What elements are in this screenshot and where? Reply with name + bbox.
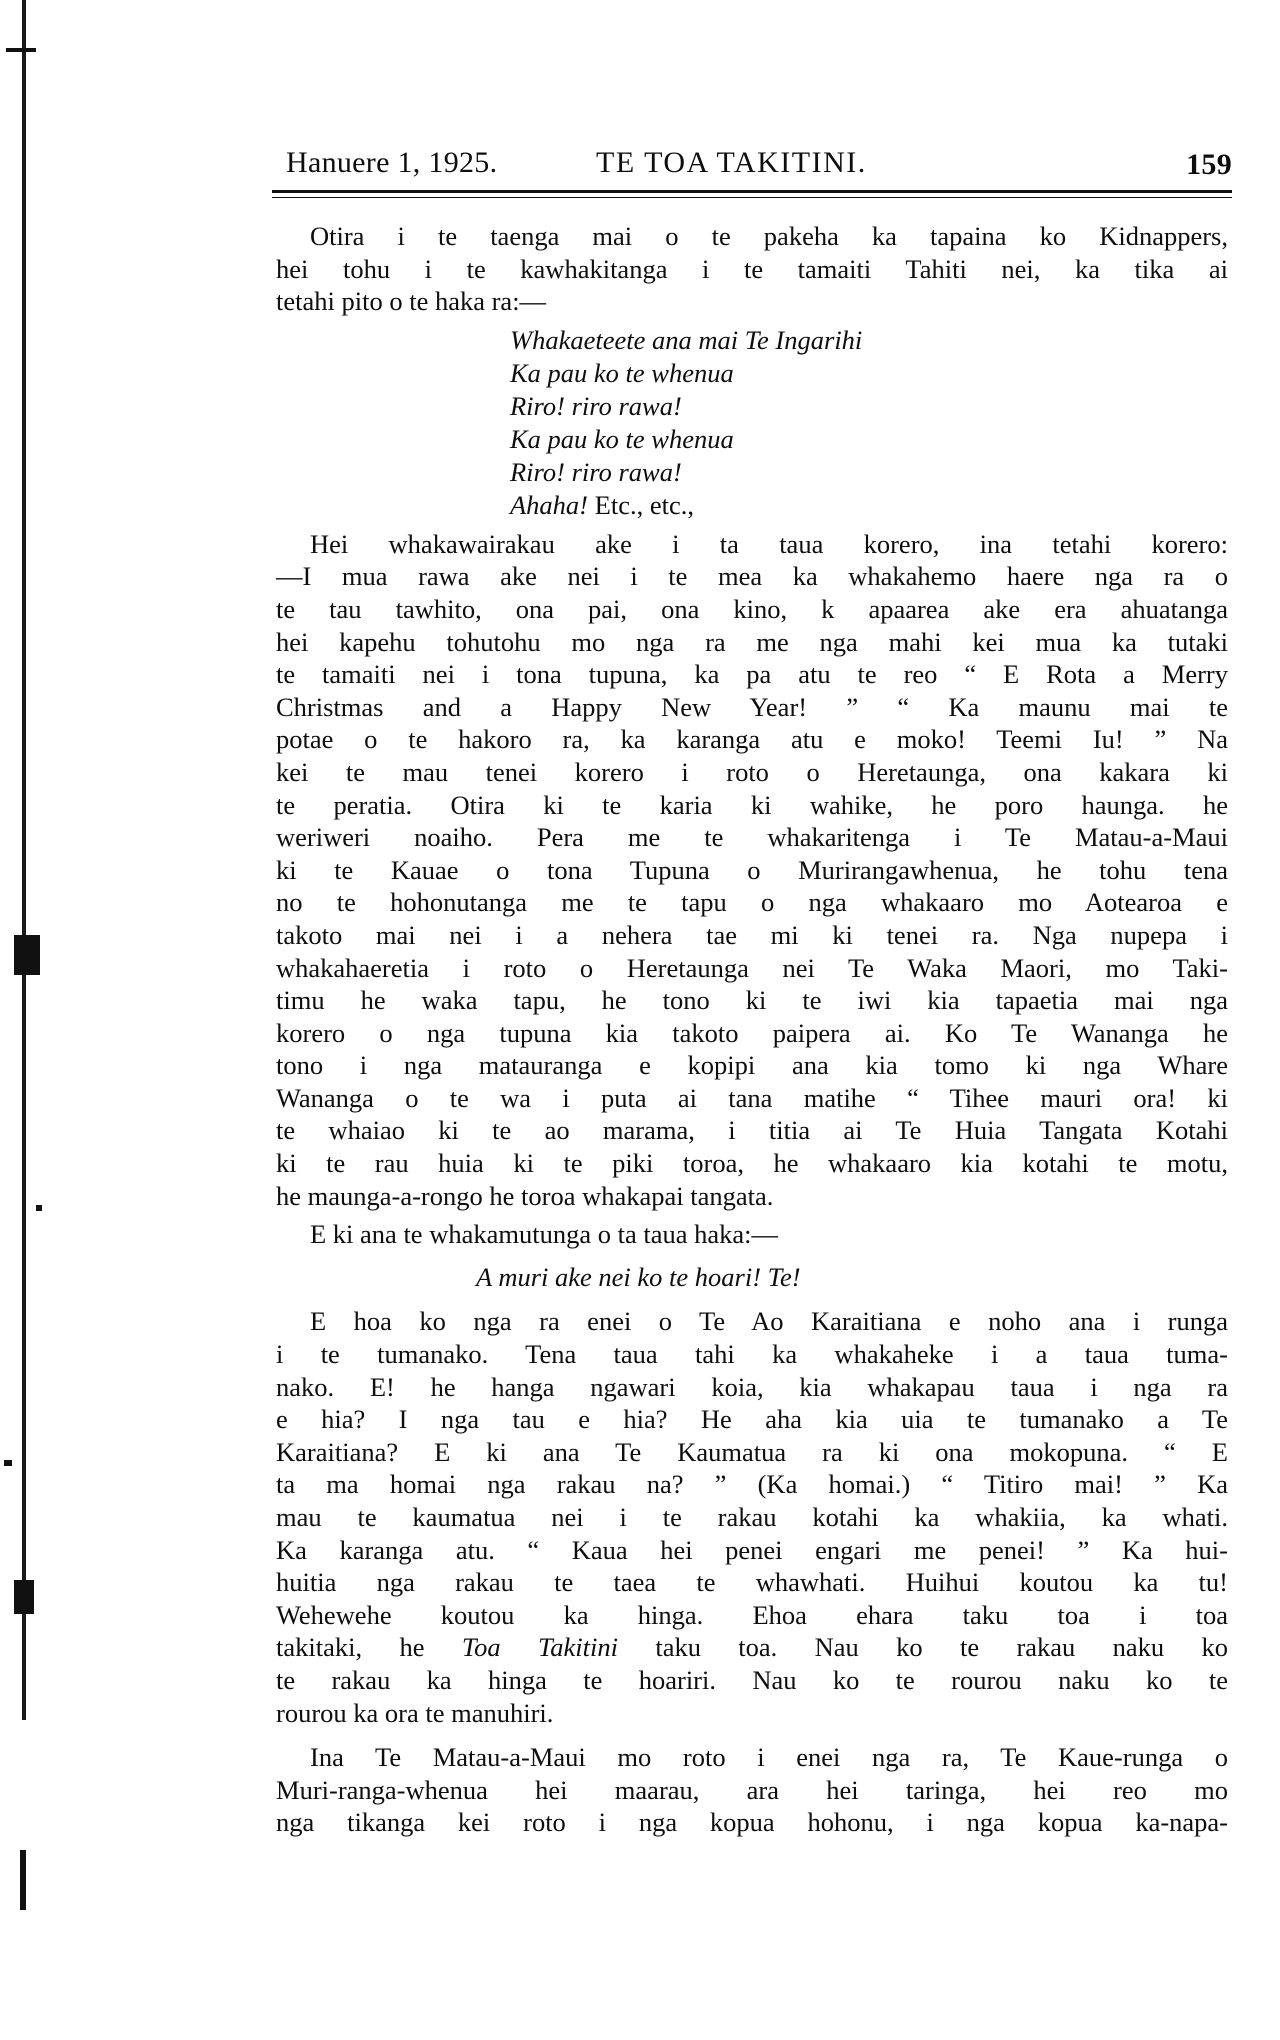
paragraph — [276, 1741, 1228, 1839]
text-line: weriweri noaiho. Pera me te whakaritenga i Te Matau-a-Maui — [276, 822, 1228, 853]
scan-edge-mark — [20, 1850, 26, 1910]
text-line: E ki ana te whakamutunga o ta taua haka:— — [310, 1219, 778, 1250]
text-line: timu he waka tapu, he tono ki te iwi kia tapaetia mai nga — [276, 985, 1228, 1016]
text-line: nako. E! he hanga ngawari koia, kia whakapau taua i nga ra — [276, 1371, 1228, 1402]
publication-name-italic: Toa Takitini — [461, 1632, 618, 1663]
text-line: Hei whakawairakau ake i ta taua korero, ina tetahi korero: — [310, 528, 1228, 559]
text-line: ta ma homai nga rakau na? ” (Ka homai.) “ Titiro mai! ” Ka — [276, 1469, 1228, 1500]
text-line: no te hohonutanga me te tapu o nga whakaaro mo Aotearoa e — [276, 887, 1228, 918]
text-line: te tau tawhito, ona pai, ona kino, k apaarea ake era ahuatanga — [276, 593, 1228, 624]
scan-edge-mark — [4, 1460, 12, 1466]
text-line: Wananga o te wa i puta ai tana matihe “ Tihee mauri ora! ki — [276, 1082, 1228, 1113]
paragraph — [276, 1305, 1228, 1729]
haka-ending-line: A muri ake nei ko te hoari! Te! — [476, 1261, 801, 1292]
text-line: he maunga-a-rongo he toroa whakapai tangata. — [276, 1180, 774, 1211]
text-line: mau te kaumatua nei i te rakau kotahi ka whakiia, ka whati. — [276, 1502, 1228, 1532]
text-line: Muri-ranga-whenua hei maarau, ara hei taringa, hei reo mo — [276, 1774, 1228, 1805]
text-line: Karaitiana? E ki ana Te Kaumatua ra ki ona mokopuna. “ E — [276, 1436, 1228, 1467]
verse-line: Whakaeteete ana mai Te Ingarihi — [510, 324, 863, 355]
text-line: Wehewehe koutou ka hinga. Ehoa ehara taku toa i toa — [276, 1599, 1228, 1630]
haka-verse — [510, 324, 1228, 522]
paragraph — [276, 220, 1228, 318]
text-line: i te tumanako. Tena taua tahi ka whakaheke i a taua tuma- — [276, 1339, 1228, 1370]
text-line: Christmas and a Happy New Year! ” “ Ka maunu mai te — [276, 691, 1228, 722]
text-line: nga tikanga kei roto i nga kopua hohonu, i nga kopua ka-napa- — [276, 1807, 1228, 1838]
text-line: Ina Te Matau-a-Maui mo roto i enei nga ra, Te Kaue-runga o — [310, 1742, 1228, 1773]
text-line: Ka karanga atu. “ Kaua hei penei engari me penei! ” Ka hui- — [276, 1534, 1228, 1565]
text-line: ki te rau huia ki te piki toroa, he whakaaro kia kotahi te motu, — [276, 1148, 1228, 1179]
text-line: te peratia. Otira ki te karia ki wahike, he poro haunga. he — [276, 789, 1228, 820]
issue-date: Hanuere 1, 1925. — [286, 146, 498, 179]
header-rule — [272, 190, 1232, 193]
text-line: huitia nga rakau te taea te whawhati. Huihui koutou ka tu! — [276, 1567, 1228, 1598]
verse-line: Riro! riro rawa! — [510, 456, 682, 487]
text-line: rourou ka ora te manuhiri. — [276, 1697, 554, 1728]
text-line: E hoa ko nga ra enei o Te Ao Karaitiana e noho ana i runga — [310, 1306, 1228, 1337]
verse-etc: Etc., etc., — [588, 489, 694, 520]
text-line: whakahaeretia i roto o Heretaunga nei Te Waka Maori, mo Taki- — [276, 952, 1228, 983]
text-line: Otira i te taenga mai o te pakeha ka tapaina ko Kidnappers, — [310, 221, 1228, 251]
verse-line: Ka pau ko te whenua — [510, 423, 734, 454]
scan-edge-mark — [36, 1205, 42, 1211]
text-span: takitaki, he — [276, 1632, 462, 1663]
text-line: potae o te hakoro ra, ka karanga atu e moko! Teemi Iu! ” Na — [276, 724, 1228, 755]
verse-line: Riro! riro rawa! — [510, 390, 682, 421]
text-line — [276, 1631, 1228, 1664]
paragraph — [276, 528, 1228, 1212]
text-line: te tamaiti nei i tona tupuna, ka pa atu te reo “ E Rota a Merry — [276, 659, 1228, 690]
scan-edge-line — [22, 0, 26, 1720]
scan-edge-mark — [6, 48, 36, 52]
publication-title: TE TOA TAKITINI. — [596, 146, 867, 179]
scan-edge-mark — [14, 935, 40, 975]
text-line: te whaiao ki te ao marama, i titia ai Te Huia Tangata Kotahi — [276, 1115, 1228, 1146]
text-line: hei tohu i te kawhakitanga i te tamaiti Tahiti nei, ka tika ai — [276, 253, 1228, 284]
verse-exclamation: Ahaha! — [510, 489, 589, 520]
verse-line — [510, 489, 1228, 522]
running-head — [286, 140, 1232, 184]
verse-line: Ka pau ko te whenua — [510, 357, 734, 388]
header-rule-thin — [272, 197, 1232, 198]
page-number: 159 — [1186, 148, 1232, 181]
text-line: hei kapehu tohutohu mo nga ra me nga mahi kei mua ka tutaki — [276, 626, 1228, 657]
text-line: takoto mai nei i a nehera tae mi ki tenei ra. Nga nupepa i — [276, 919, 1228, 950]
text-line: te rakau ka hinga te hoariri. Nau ko te rourou naku ko te — [276, 1664, 1228, 1695]
text-line: tetahi pito o te haka ra:— — [276, 286, 547, 317]
text-line: ki te Kauae o tona Tupuna o Murirangawhenua, he tohu tena — [276, 854, 1228, 885]
text-line: tono i nga matauranga e kopipi ana kia tomo ki nga Whare — [276, 1050, 1228, 1081]
text-span: taku toa. Nau ko te rakau naku ko — [617, 1632, 1228, 1663]
text-line: korero o nga tupuna kia takoto paipera ai. Ko Te Wananga he — [276, 1017, 1228, 1048]
article-body — [276, 220, 1228, 1839]
text-line: —I mua rawa ake nei i te mea ka whakahemo haere nga ra o — [276, 561, 1228, 592]
text-line: e hia? I nga tau e hia? He aha kia uia te tumanako a Te — [276, 1404, 1228, 1435]
text-line: kei te mau tenei korero i roto o Heretaunga, ona kakara ki — [276, 756, 1228, 787]
paragraph — [276, 1218, 1228, 1251]
scan-edge-mark — [14, 1580, 34, 1614]
